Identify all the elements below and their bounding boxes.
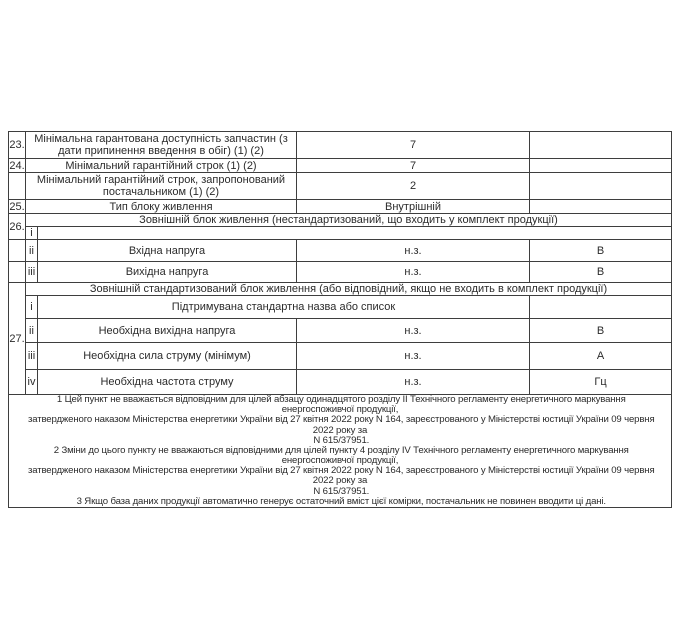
footnote-line: 1 Цей пункт не вважається відповідним для цілей абзацу одинадцятого розділу II Технічного регламенту енергетичного маркування bbox=[54, 395, 626, 406]
spec-label-cell: Тип блоку живлення bbox=[26, 200, 297, 214]
spec-label-cell: Вихідна напруга bbox=[38, 262, 297, 283]
sub-index-cell: ii bbox=[26, 240, 38, 262]
row-number-cell bbox=[9, 262, 26, 283]
table-row bbox=[9, 370, 672, 395]
table-row bbox=[9, 227, 672, 240]
sub-index-cell: i bbox=[26, 296, 38, 319]
unit-cell bbox=[530, 132, 672, 159]
spec-label-cell: Необхідна частота струму bbox=[38, 370, 297, 395]
spec-value-cell: 7 bbox=[297, 159, 530, 173]
spec-value-cell: 7 bbox=[297, 132, 530, 159]
spec-value-cell: н.з. bbox=[297, 319, 530, 343]
unit-cell: В bbox=[530, 319, 672, 343]
empty-spec-cell bbox=[38, 227, 672, 240]
row-number-cell bbox=[9, 173, 26, 200]
table-row bbox=[9, 214, 672, 227]
row-number-cell: 23. bbox=[9, 132, 26, 159]
spec-label-cell: Мінімальна гарантована доступність запчастин (з дати припинення введення в обіг) (1) (2) bbox=[26, 132, 297, 159]
footnotes-cell bbox=[9, 395, 672, 508]
footnote-line: затвердженого наказом Міністерства енергетики України від 27 квітня 2022 року N 164, зареєстрованого у Міністерстві юстиції України 09 червня bbox=[25, 415, 655, 426]
footnote-line: 2 Зміни до цього пункту не вважаються відповідними для цілей пункту 4 розділу IV Технічного регламенту енергетичного маркування bbox=[51, 445, 629, 456]
table-row bbox=[9, 395, 672, 508]
table-row bbox=[9, 132, 672, 159]
table-row bbox=[9, 159, 672, 173]
spec-value-cell: н.з. bbox=[297, 240, 530, 262]
spec-label-cell: Підтримувана стандартна назва або список bbox=[38, 296, 530, 319]
sub-index-cell: iii bbox=[26, 343, 38, 370]
unit-cell: В bbox=[530, 262, 672, 283]
footnote-line: N 615/37951. bbox=[310, 486, 370, 497]
spec-label-cell: Вхідна напруга bbox=[38, 240, 297, 262]
unit-cell bbox=[530, 296, 672, 319]
spec-label-cell: Необхідна вихідна напруга bbox=[38, 319, 297, 343]
sub-index-cell: iii bbox=[26, 262, 38, 283]
sub-index-cell: i bbox=[26, 227, 38, 240]
unit-cell bbox=[530, 173, 672, 200]
spec-label-cell: Необхідна сила струму (мінімум) bbox=[38, 343, 297, 370]
footnote-line: 2022 року за bbox=[312, 476, 368, 487]
footnote-line: N 615/37951. bbox=[310, 435, 370, 446]
unit-cell: В bbox=[530, 240, 672, 262]
unit-cell bbox=[530, 159, 672, 173]
section-header-cell: Зовнішній блок живлення (нестандартизований, що входить у комплект продукції) bbox=[26, 214, 672, 227]
table-row bbox=[9, 296, 672, 319]
product-spec-table bbox=[8, 131, 672, 508]
table-row bbox=[9, 240, 672, 262]
table-row bbox=[9, 173, 672, 200]
row-number-cell: 26. bbox=[9, 214, 26, 240]
table-row bbox=[9, 262, 672, 283]
spec-value-cell: 2 bbox=[297, 173, 530, 200]
spec-value-cell: н.з. bbox=[297, 343, 530, 370]
spec-label-cell: Мінімальний гарантійний строк, запропонований постачальником (1) (2) bbox=[26, 173, 297, 200]
row-number-cell bbox=[9, 240, 26, 262]
unit-cell: А bbox=[530, 343, 672, 370]
section-header-cell: Зовнішній стандартизований блок живлення (або відповідний, якщо не входить в комплект продукції) bbox=[26, 283, 672, 296]
spec-label-cell: Мінімальний гарантійний строк (1) (2) bbox=[26, 159, 297, 173]
table-row bbox=[9, 343, 672, 370]
footnote-line: енергоспоживчої продукції, bbox=[281, 456, 399, 467]
sub-index-cell: iv bbox=[26, 370, 38, 395]
unit-cell: Гц bbox=[530, 370, 672, 395]
spec-value-cell: н.з. bbox=[297, 370, 530, 395]
footnote-line: енергоспоживчої продукції, bbox=[281, 405, 399, 416]
table-row bbox=[9, 283, 672, 296]
table-row bbox=[9, 319, 672, 343]
footnote-line: 2022 року за bbox=[312, 425, 368, 436]
unit-cell bbox=[530, 200, 672, 214]
footnote-line: затвердженого наказом Міністерства енергетики України від 27 квітня 2022 року N 164, зареєстрованого у Міністерстві юстиції України 09 червня bbox=[25, 466, 655, 477]
table-row bbox=[9, 200, 672, 214]
sub-index-cell: ii bbox=[26, 319, 38, 343]
spec-value-cell: н.з. bbox=[297, 262, 530, 283]
spec-value-cell: Внутрішній bbox=[297, 200, 530, 214]
row-number-cell: 25. bbox=[9, 200, 25, 213]
row-number-cell: 27. bbox=[9, 283, 26, 395]
row-number-cell: 24. bbox=[9, 159, 25, 172]
footnote-line: 3 Якщо база даних продукції автоматично генерує остаточний вміст цієї комірки, постачальник не повинен вводити ці дані. bbox=[74, 496, 606, 507]
